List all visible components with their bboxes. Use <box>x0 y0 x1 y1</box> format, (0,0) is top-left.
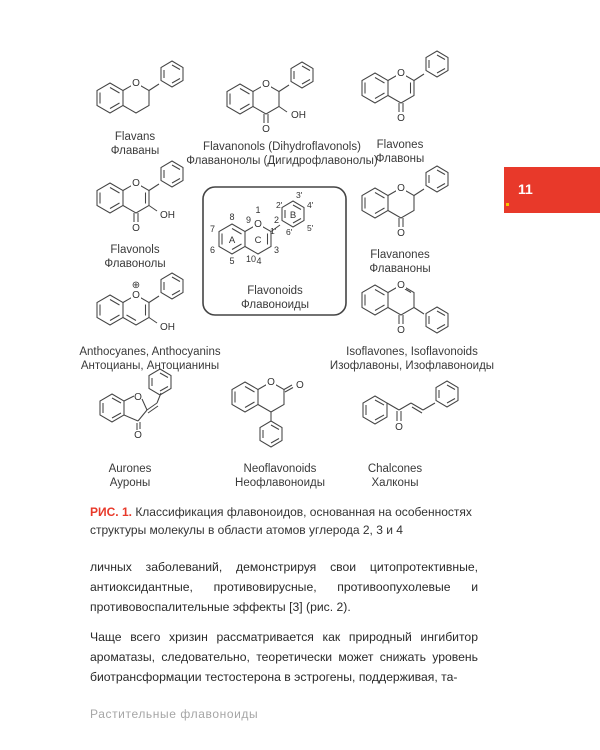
svg-text:O: O <box>395 422 403 433</box>
svg-text:3: 3 <box>274 245 280 255</box>
svg-text:O: O <box>132 78 140 89</box>
body-paragraph-1: личных заболеваний, демонстрируя свои цитопротективные, антиоксидантные, противовирусные, противоопухолевые и противовоспалительные эффекты [3] (рис. 2). <box>90 560 478 614</box>
label-flavones: Flavones Флавоны <box>375 139 425 165</box>
svg-text:O: O <box>132 290 140 301</box>
flavans-structure <box>97 61 183 113</box>
svg-text:O: O <box>296 380 304 391</box>
svg-text:OH: OH <box>160 210 175 221</box>
svg-text:4: 4 <box>256 256 262 266</box>
svg-text:2: 2 <box>274 215 280 225</box>
svg-text:O: O <box>267 377 275 388</box>
svg-text:O: O <box>397 113 405 124</box>
svg-text:O: O <box>262 124 270 135</box>
figure-caption <box>90 503 480 539</box>
label-flavans: Flavans Флаваны <box>110 131 160 157</box>
svg-text:1': 1' <box>270 226 277 236</box>
tab-marker <box>506 203 509 206</box>
svg-text:O: O <box>132 223 140 234</box>
label-chalcones: Chalcones Халконы <box>367 463 423 489</box>
svg-text:O: O <box>397 228 405 239</box>
aurones-structure <box>100 369 171 441</box>
label-aurones: Aurones Ауроны <box>108 463 152 489</box>
running-footer: Растительные флавоноиды <box>90 707 259 721</box>
svg-text:O: O <box>397 183 405 194</box>
svg-text:OH: OH <box>160 322 175 333</box>
svg-text:9: 9 <box>246 215 252 225</box>
svg-text:OH: OH <box>291 110 306 121</box>
svg-text:O: O <box>134 430 142 441</box>
svg-text:7: 7 <box>210 224 216 234</box>
svg-text:6: 6 <box>210 245 216 255</box>
svg-text:O: O <box>397 68 405 79</box>
flavanonols-structure <box>227 62 313 135</box>
svg-text:O: O <box>254 219 262 230</box>
svg-text:⊕: ⊕ <box>131 280 141 291</box>
label-flavonols: Flavonols Флавонолы <box>104 244 166 270</box>
label-flavonoids-center: Flavonoids Флавоноиды <box>241 285 309 311</box>
flavanones-structure <box>362 166 448 239</box>
flavones-structure <box>362 51 448 124</box>
figure-caption-text: Классификация флавоноидов, основанная на особенностях структуры молекулы в области атомов углерода 2, 3 и 4 <box>90 505 472 537</box>
svg-text:C: C <box>254 235 262 246</box>
svg-text:3': 3' <box>296 190 303 200</box>
svg-text:10: 10 <box>246 254 257 264</box>
chalcones-structure <box>363 381 458 433</box>
svg-text:O: O <box>134 392 142 403</box>
svg-text:O: O <box>132 178 140 189</box>
svg-text:4': 4' <box>307 200 314 210</box>
body-paragraph-2: Чаще всего хризин рассматривается как природный ингибитор ароматазы, следовательно, теоретически может снижать уровень биотрансформации тестостерона в эстрогены, поддерживая, та- <box>90 630 478 684</box>
flavonols-structure <box>97 161 183 234</box>
svg-text:A: A <box>228 235 236 246</box>
label-flavanones: Flavanones Флаваноны <box>369 249 431 275</box>
svg-text:5': 5' <box>307 223 314 233</box>
page-number: 11 <box>518 181 533 197</box>
label-neoflavonoids: Neoflavonoids Неофлавоноиды <box>235 463 325 489</box>
svg-text:6': 6' <box>286 227 293 237</box>
page-number-tab <box>504 167 600 213</box>
figure-caption-label: РИС. 1. <box>90 505 132 519</box>
label-anthocyanes: Anthocyanes, Anthocyanins Антоцианы, Антоцианины <box>79 346 221 372</box>
svg-text:5: 5 <box>229 256 235 266</box>
anthocyanes-structure <box>97 273 183 333</box>
svg-text:O: O <box>397 325 405 336</box>
isoflavones-structure <box>362 279 448 336</box>
svg-text:2': 2' <box>276 200 283 210</box>
label-flavanonols: Flavanonols (Dihydroflavonols) Флаванонолы (Дигидрофлавонолы) <box>186 141 378 167</box>
svg-text:O: O <box>262 79 270 90</box>
svg-text:8: 8 <box>229 212 235 222</box>
label-isoflavones: Isoflavones, Isoflavonoids Изофлавоны, Изофлавоноиды <box>329 346 495 372</box>
svg-text:1: 1 <box>255 205 261 215</box>
neoflavonoids-structure <box>232 376 304 447</box>
svg-text:O: O <box>397 280 405 291</box>
svg-text:B: B <box>289 210 297 221</box>
